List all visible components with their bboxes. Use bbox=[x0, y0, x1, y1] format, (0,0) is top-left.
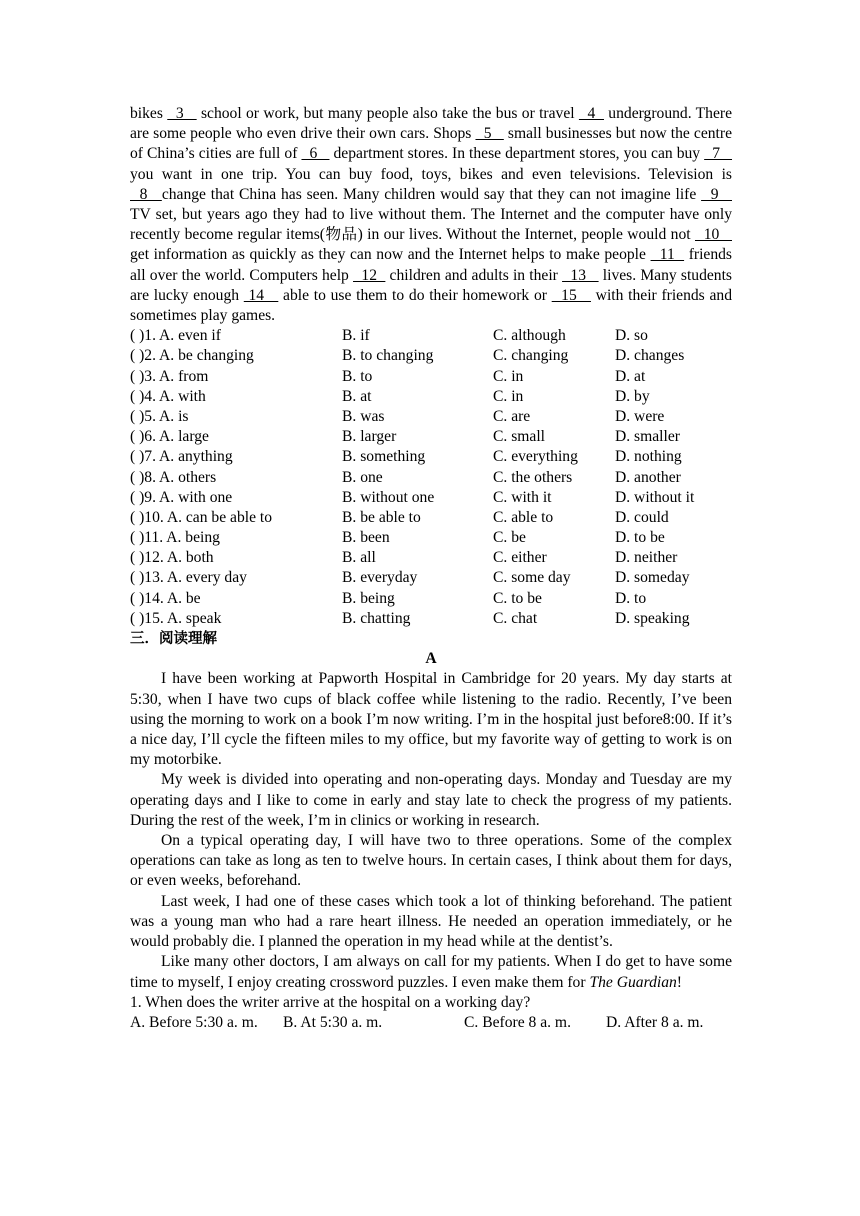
question-number-option-a[interactable]: ( )12. A. both bbox=[130, 549, 214, 567]
option-b[interactable]: B. without one bbox=[342, 488, 435, 506]
option-b[interactable]: B. everyday bbox=[342, 569, 418, 587]
question-number-option-a[interactable]: ( )7. A. anything bbox=[130, 448, 233, 466]
paragraph-5 bbox=[130, 952, 732, 992]
question-row bbox=[130, 609, 732, 629]
question-row bbox=[130, 367, 732, 387]
cloze-text: lives. Many students are lucky enough bbox=[130, 266, 732, 304]
cloze-text: bikes bbox=[130, 105, 168, 122]
option-b[interactable]: B. At 5:30 a. m. bbox=[283, 1013, 383, 1031]
question-row bbox=[130, 508, 732, 528]
option-b[interactable]: B. chatting bbox=[342, 609, 411, 627]
option-c[interactable]: C. some day bbox=[493, 569, 571, 587]
cloze-text: change that China has seen. Many children would say that they can not imagine life bbox=[161, 185, 702, 203]
cloze-text: TV set, but years ago they had to live without them. The Internet and the computer have only recently become regular items(物品) in our lives. Without the Internet, people would not bbox=[130, 206, 732, 244]
cloze-text: you want in one trip. You can buy food, toys, bikes and even televisions. Television is bbox=[130, 165, 732, 183]
option-b[interactable]: B. being bbox=[342, 589, 395, 607]
question-list bbox=[130, 326, 732, 629]
option-c[interactable]: C. are bbox=[493, 407, 531, 425]
section-title: 三．阅读理解 bbox=[130, 631, 217, 648]
question-row bbox=[130, 427, 732, 447]
option-d[interactable]: D. were bbox=[615, 407, 665, 425]
question-number-option-a[interactable]: ( )5. A. is bbox=[130, 407, 189, 425]
option-c[interactable]: C. in bbox=[493, 367, 524, 385]
passage-label: A bbox=[425, 650, 437, 668]
option-d[interactable]: D. smaller bbox=[615, 428, 680, 446]
option-b[interactable]: B. to bbox=[342, 367, 373, 385]
option-b[interactable]: B. if bbox=[342, 327, 370, 345]
paragraph-5-text: Like many other doctors, I am always on call for my patients. When I do get to have some time to myself, I enjoy creating crossword puzzles. I even make them for bbox=[130, 953, 732, 991]
option-c[interactable]: C. in bbox=[493, 387, 524, 405]
cloze-text: get information as quickly as they can now and the Internet helps to make people bbox=[130, 246, 651, 264]
option-d[interactable]: D. by bbox=[615, 387, 650, 405]
question-row bbox=[130, 407, 732, 427]
cloze-text: school or work, but many people also take the bus or travel bbox=[196, 105, 579, 122]
paragraph-1: I have been working at Papworth Hospital in Cambridge for 20 years. My day starts at 5:30, when I have two cups of black coffee while listening to the radio. Recently, I’ve been using the morning to work on a book I’m now writing. I’m in the hospital just before8:00. If it’s a nice day, I’ll cycle the fifteen miles to my office, but my favorite way of getting to work is on my motorbike. bbox=[130, 670, 732, 769]
cloze-blank[interactable]: 8 bbox=[130, 185, 162, 203]
option-c[interactable]: C. either bbox=[493, 549, 547, 567]
document-page bbox=[130, 104, 732, 1033]
option-d[interactable]: D. to bbox=[615, 589, 647, 607]
cloze-blank[interactable]: 15 bbox=[551, 286, 591, 304]
question-row bbox=[130, 326, 732, 346]
newspaper-title: The Guardian bbox=[589, 973, 677, 991]
option-c[interactable]: C. small bbox=[493, 428, 545, 446]
option-c[interactable]: C. be bbox=[493, 529, 526, 547]
question-row bbox=[130, 488, 732, 508]
cloze-blank[interactable]: 4 bbox=[578, 105, 604, 122]
question-number-option-a[interactable]: ( )14. A. be bbox=[130, 589, 201, 607]
question-number-option-a[interactable]: ( )10. A. can be able to bbox=[130, 508, 273, 526]
question-number-option-a[interactable]: ( )15. A. speak bbox=[130, 609, 222, 627]
option-d[interactable]: D. After 8 a. m. bbox=[606, 1013, 704, 1031]
question-number-option-a[interactable]: ( )2. A. be changing bbox=[130, 347, 254, 365]
reading-question-options bbox=[130, 1013, 732, 1033]
cloze-blank[interactable]: 5 bbox=[475, 125, 504, 143]
option-d[interactable]: D. without it bbox=[615, 488, 695, 506]
option-b[interactable]: B. be able to bbox=[342, 508, 421, 526]
option-a[interactable]: A. Before 5:30 a. m. bbox=[130, 1013, 258, 1031]
cloze-blank[interactable]: 11 bbox=[650, 246, 685, 264]
option-b[interactable]: B. been bbox=[342, 529, 390, 547]
paragraph-3: On a typical operating day, I will have two to three operations. Some of the complex operations can take as long as ten to twelve hours. In certain cases, I think about them for days, or even weeks, beforehand. bbox=[130, 832, 732, 890]
option-d[interactable]: D. at bbox=[615, 367, 646, 385]
cloze-text: able to use them to do their homework or bbox=[278, 286, 552, 304]
question-number-option-a[interactable]: ( )11. A. being bbox=[130, 529, 220, 547]
option-d[interactable]: D. speaking bbox=[615, 609, 690, 627]
option-d[interactable]: D. changes bbox=[615, 347, 685, 365]
option-d[interactable]: D. to be bbox=[615, 529, 665, 547]
option-c[interactable]: C. although bbox=[493, 327, 566, 345]
question-number-option-a[interactable]: ( )1. A. even if bbox=[130, 327, 221, 345]
option-c[interactable]: C. chat bbox=[493, 609, 538, 627]
option-c[interactable]: C. with it bbox=[493, 488, 552, 506]
question-number-option-a[interactable]: ( )4. A. with bbox=[130, 387, 206, 405]
option-c[interactable]: C. the others bbox=[493, 468, 573, 486]
option-d[interactable]: D. another bbox=[615, 468, 681, 486]
cloze-passage bbox=[130, 104, 732, 326]
cloze-blank[interactable]: 10 bbox=[694, 226, 732, 244]
option-b[interactable]: B. was bbox=[342, 407, 385, 425]
question-row bbox=[130, 387, 732, 407]
option-b[interactable]: B. all bbox=[342, 549, 376, 567]
paragraph-2: My week is divided into operating and non-operating days. Monday and Tuesday are my operating days and I like to come in early and stay late to check the progress of my patients. During the rest of the week, I’m in clinics or working in research. bbox=[130, 771, 732, 829]
option-b[interactable]: B. one bbox=[342, 468, 383, 486]
question-row bbox=[130, 468, 732, 488]
option-c[interactable]: C. Before 8 a. m. bbox=[464, 1013, 571, 1031]
paragraph-4: Last week, I had one of these cases which took a lot of thinking beforehand. The patient was a young man who had a rare heart illness. He needed an operation immediately, or he would probably die. I planned the operation in my head while at the dentist’s. bbox=[130, 892, 732, 951]
cloze-blank[interactable]: 7 bbox=[704, 145, 733, 163]
option-d[interactable]: D. so bbox=[615, 327, 648, 345]
cloze-text: department stores. In these department stores, you can buy bbox=[329, 145, 705, 163]
option-d[interactable]: D. could bbox=[615, 508, 669, 526]
cloze-blank[interactable]: 9 bbox=[701, 185, 732, 203]
option-b[interactable]: B. larger bbox=[342, 428, 397, 446]
cloze-text: friends all over the world. Computers help bbox=[130, 246, 733, 284]
cloze-blank[interactable]: 13 bbox=[562, 266, 599, 284]
cloze-blank[interactable]: 3 bbox=[167, 105, 197, 122]
paragraph-5-end: ! bbox=[676, 973, 682, 991]
cloze-blank[interactable]: 14 bbox=[243, 286, 279, 304]
cloze-text: children and adults in their bbox=[385, 266, 563, 284]
reading-question-stem: 1. When does the writer arrive at the hospital on a working day? bbox=[130, 993, 531, 1011]
option-d[interactable]: D. nothing bbox=[615, 448, 682, 466]
option-c[interactable]: C. to be bbox=[493, 589, 542, 607]
option-c[interactable]: C. able to bbox=[493, 508, 554, 526]
option-b[interactable]: B. to changing bbox=[342, 347, 434, 365]
question-row bbox=[130, 528, 732, 548]
question-number-option-a[interactable]: ( )9. A. with one bbox=[130, 488, 233, 506]
cloze-blank[interactable]: 12 bbox=[353, 266, 386, 284]
cloze-blank[interactable]: 6 bbox=[301, 145, 330, 163]
option-b[interactable]: B. at bbox=[342, 387, 372, 405]
question-number-option-a[interactable]: ( )6. A. large bbox=[130, 428, 209, 446]
question-row bbox=[130, 447, 732, 467]
question-row bbox=[130, 548, 732, 568]
cloze-text: with their friends and sometimes play games. bbox=[130, 286, 732, 325]
option-d[interactable]: D. neither bbox=[615, 549, 678, 567]
question-number-option-a[interactable]: ( )8. A. others bbox=[130, 468, 217, 486]
question-row bbox=[130, 346, 732, 366]
question-number-option-a[interactable]: ( )3. A. from bbox=[130, 367, 209, 385]
cloze-text: small businesses but now the centre of China’s cities are full of bbox=[130, 125, 732, 163]
question-number-option-a[interactable]: ( )13. A. every day bbox=[130, 569, 247, 587]
option-c[interactable]: C. changing bbox=[493, 347, 569, 365]
option-b[interactable]: B. something bbox=[342, 448, 426, 466]
option-c[interactable]: C. everything bbox=[493, 448, 578, 466]
question-row bbox=[130, 568, 732, 588]
option-d[interactable]: D. someday bbox=[615, 569, 690, 587]
cloze-text: underground. There are some people who even drive their own cars. Shops bbox=[130, 105, 732, 143]
question-row bbox=[130, 589, 732, 609]
